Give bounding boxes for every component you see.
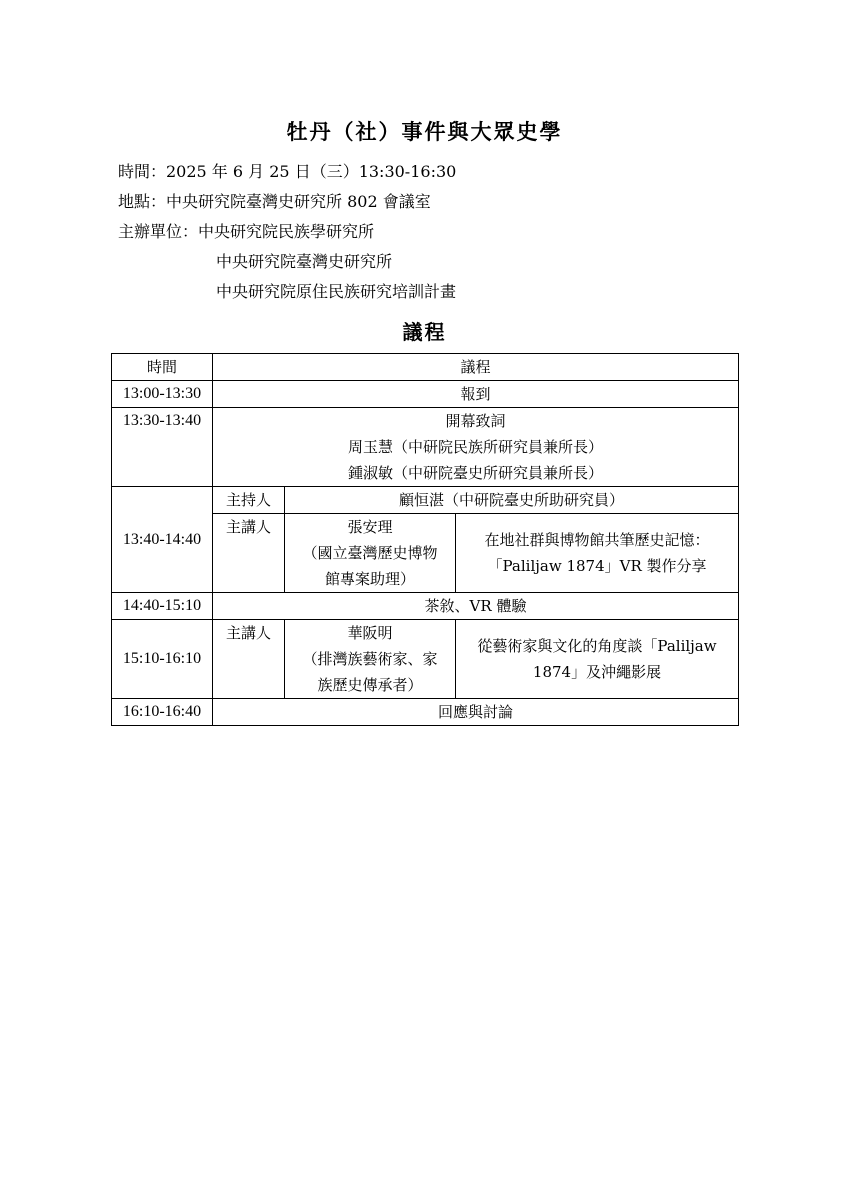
event-time: 時間：2025 年 6 月 25 日（三）13:30-16:30 [118,162,457,181]
table-row [112,593,739,620]
header-time: 時間 [112,354,213,381]
session2-speaker [285,620,456,699]
agenda-table [111,353,739,726]
discussion-time: 16:10-16:40 [112,699,213,726]
session1-host: 顧恒湛（中研院臺史所助研究員） [285,487,739,514]
opening-title: 開幕致詞 [445,412,506,430]
table-row [112,699,739,726]
session1-speaker-affil-1: （國立臺灣歷史博物 [302,544,438,562]
discussion-text: 回應與討論 [213,699,739,726]
header-program: 議程 [213,354,739,381]
session1-speaker [285,514,456,593]
opening-time: 13:30-13:40 [112,408,213,487]
session2-time: 15:10-16:10 [112,620,213,699]
opening-speaker-1: 周玉慧（中研院民族所研究員兼所長） [348,438,604,456]
document-title: 牡丹（社）事件與大眾史學 [286,120,563,144]
session2-topic-line-2: 1874」及沖繩影展 [532,663,662,681]
session1-speaker-label: 主講人 [213,514,285,593]
table-row [112,487,739,514]
registration-text: 報到 [213,381,739,408]
break-text: 茶敘、VR 體驗 [213,593,739,620]
organizer-2: 中央研究院臺灣史研究所 [216,252,393,271]
session2-speaker-name: 華阪明 [347,624,393,642]
table-row [112,408,739,487]
agenda-title: 議程 [402,320,447,344]
session1-speaker-name: 張安理 [347,518,393,536]
session1-topic-line-2: 「Paliljaw 1874」VR 製作分享 [487,557,707,575]
opening-speaker-2: 鍾淑敏（中研院臺史所研究員兼所長） [348,464,604,482]
break-time: 14:40-15:10 [112,593,213,620]
table-row [112,381,739,408]
organizer-1: 中央研究院民族學研究所 [198,222,375,241]
session2-topic-line-1: 從藝術家與文化的角度談「Paliljaw [477,637,717,655]
registration-time: 13:00-13:30 [112,381,213,408]
session1-topic-line-1: 在地社群與博物館共筆歷史記憶： [484,531,710,549]
event-info [118,157,456,307]
session2-topic [456,620,739,699]
session2-speaker-label: 主講人 [213,620,285,699]
session1-host-label: 主持人 [213,487,285,514]
session2-speaker-affil-1: （排灣族藝術家、家 [302,650,438,668]
opening-cell [213,408,739,487]
session1-time: 13:40-14:40 [112,487,213,593]
session1-speaker-affil-2: 館專案助理） [324,570,415,588]
session1-topic [456,514,739,593]
organizer-row [118,217,456,247]
event-location: 地點：中央研究院臺灣史研究所 802 會議室 [118,192,431,211]
table-header-row [112,354,739,381]
organizers-label: 主辦單位： [118,222,199,241]
table-row [112,620,739,699]
organizer-3: 中央研究院原住民族研究培訓計畫 [216,282,457,301]
session2-speaker-affil-2: 族歷史傳承者） [317,676,423,694]
